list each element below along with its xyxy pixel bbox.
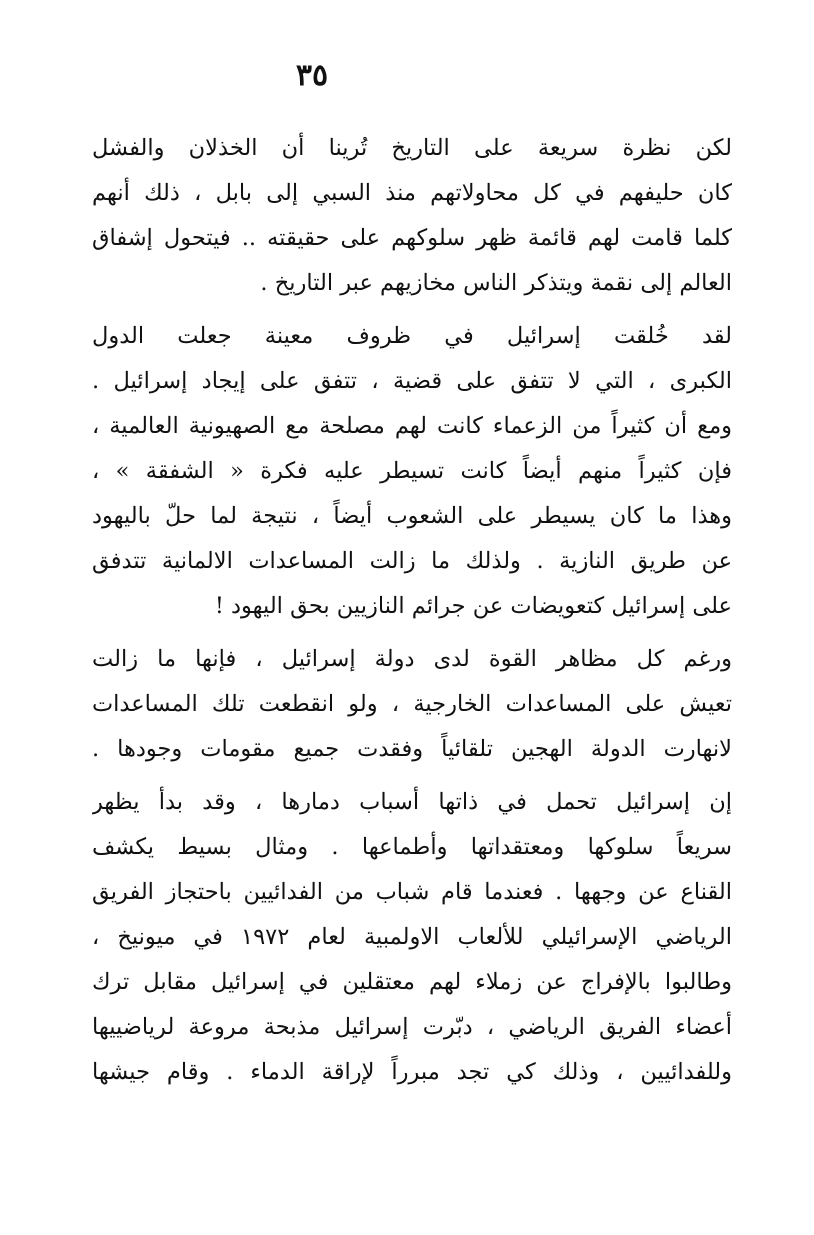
text-line: ورغم كل مظاهر القوة لدى دولة إسرائيل ، فإنها ما زالت — [92, 646, 732, 672]
text-line: لكن نظرة سريعة على التاريخ تُرينا أن الخذلان والفشل — [92, 135, 732, 161]
text-line: على إسرائيل كتعويضات عن جرائم النازيين بحق اليهود ! — [214, 593, 732, 619]
text-line: فإن كثيراً منهم أيضاً كانت تسيطر عليه فكرة « الشفقة » ، — [92, 458, 732, 484]
paragraph — [92, 126, 732, 306]
text-line: الرياضي الإسرائيلي للألعاب الاولمبية لعام ١٩٧٢ في ميونيخ ، — [92, 924, 732, 950]
page-number: ٣٥ — [295, 58, 329, 93]
paragraph — [92, 780, 732, 1095]
text-line: تعيش على المساعدات الخارجية ، ولو انقطعت تلك المساعدات — [92, 691, 732, 717]
text-line: لقد خُلقت إسرائيل في ظروف معينة جعلت الدول — [92, 323, 732, 349]
text-line: العالم إلى نقمة ويتذكر الناس مخازيهم عبر التاريخ . — [260, 270, 732, 296]
text-line: أعضاء الفريق الرياضي ، دبّرت إسرائيل مذبحة مروعة لرياضييها — [92, 1014, 732, 1040]
text-line: وللفدائيين ، وذلك كي تجد مبرراً لإراقة الدماء . وقام جيشها — [92, 1059, 732, 1085]
text-line: القناع عن وجهها . فعندما قام شباب من الفدائيين باحتجاز الفريق — [92, 879, 732, 905]
body-text — [92, 126, 732, 1103]
paragraph — [92, 314, 732, 629]
paragraph — [92, 637, 732, 772]
text-line: كلما قامت لهم قائمة ظهر سلوكهم على حقيقته .. فيتحول إشفاق — [92, 225, 732, 251]
text-line: كان حليفهم في كل محاولاتهم منذ السبي إلى بابل ، ذلك أنهم — [92, 180, 732, 206]
text-line: إن إسرائيل تحمل في ذاتها أسباب دمارها ، وقد بدأ يظهر — [92, 789, 732, 815]
text-line: الكبرى ، التي لا تتفق على قضية ، تتفق على إيجاد إسرائيل . — [92, 368, 732, 394]
text-line: لانهارت الدولة الهجين تلقائياً وفقدت جميع مقومات وجودها . — [92, 736, 732, 762]
text-line: وطالبوا بالإفراج عن زملاء لهم معتقلين في إسرائيل مقابل ترك — [92, 969, 732, 995]
text-line: عن طريق النازية . ولذلك ما زالت المساعدات الالمانية تتدفق — [92, 548, 732, 574]
text-line: ومع أن كثيراً من الزعماء كانت لهم مصلحة مع الصهيونية العالمية ، — [92, 413, 732, 439]
text-line: سريعاً سلوكها ومعتقداتها وأطماعها . ومثال بسيط يكشف — [92, 834, 732, 860]
text-line: وهذا ما كان يسيطر على الشعوب أيضاً ، نتيجة لما حلّ باليهود — [92, 503, 732, 529]
